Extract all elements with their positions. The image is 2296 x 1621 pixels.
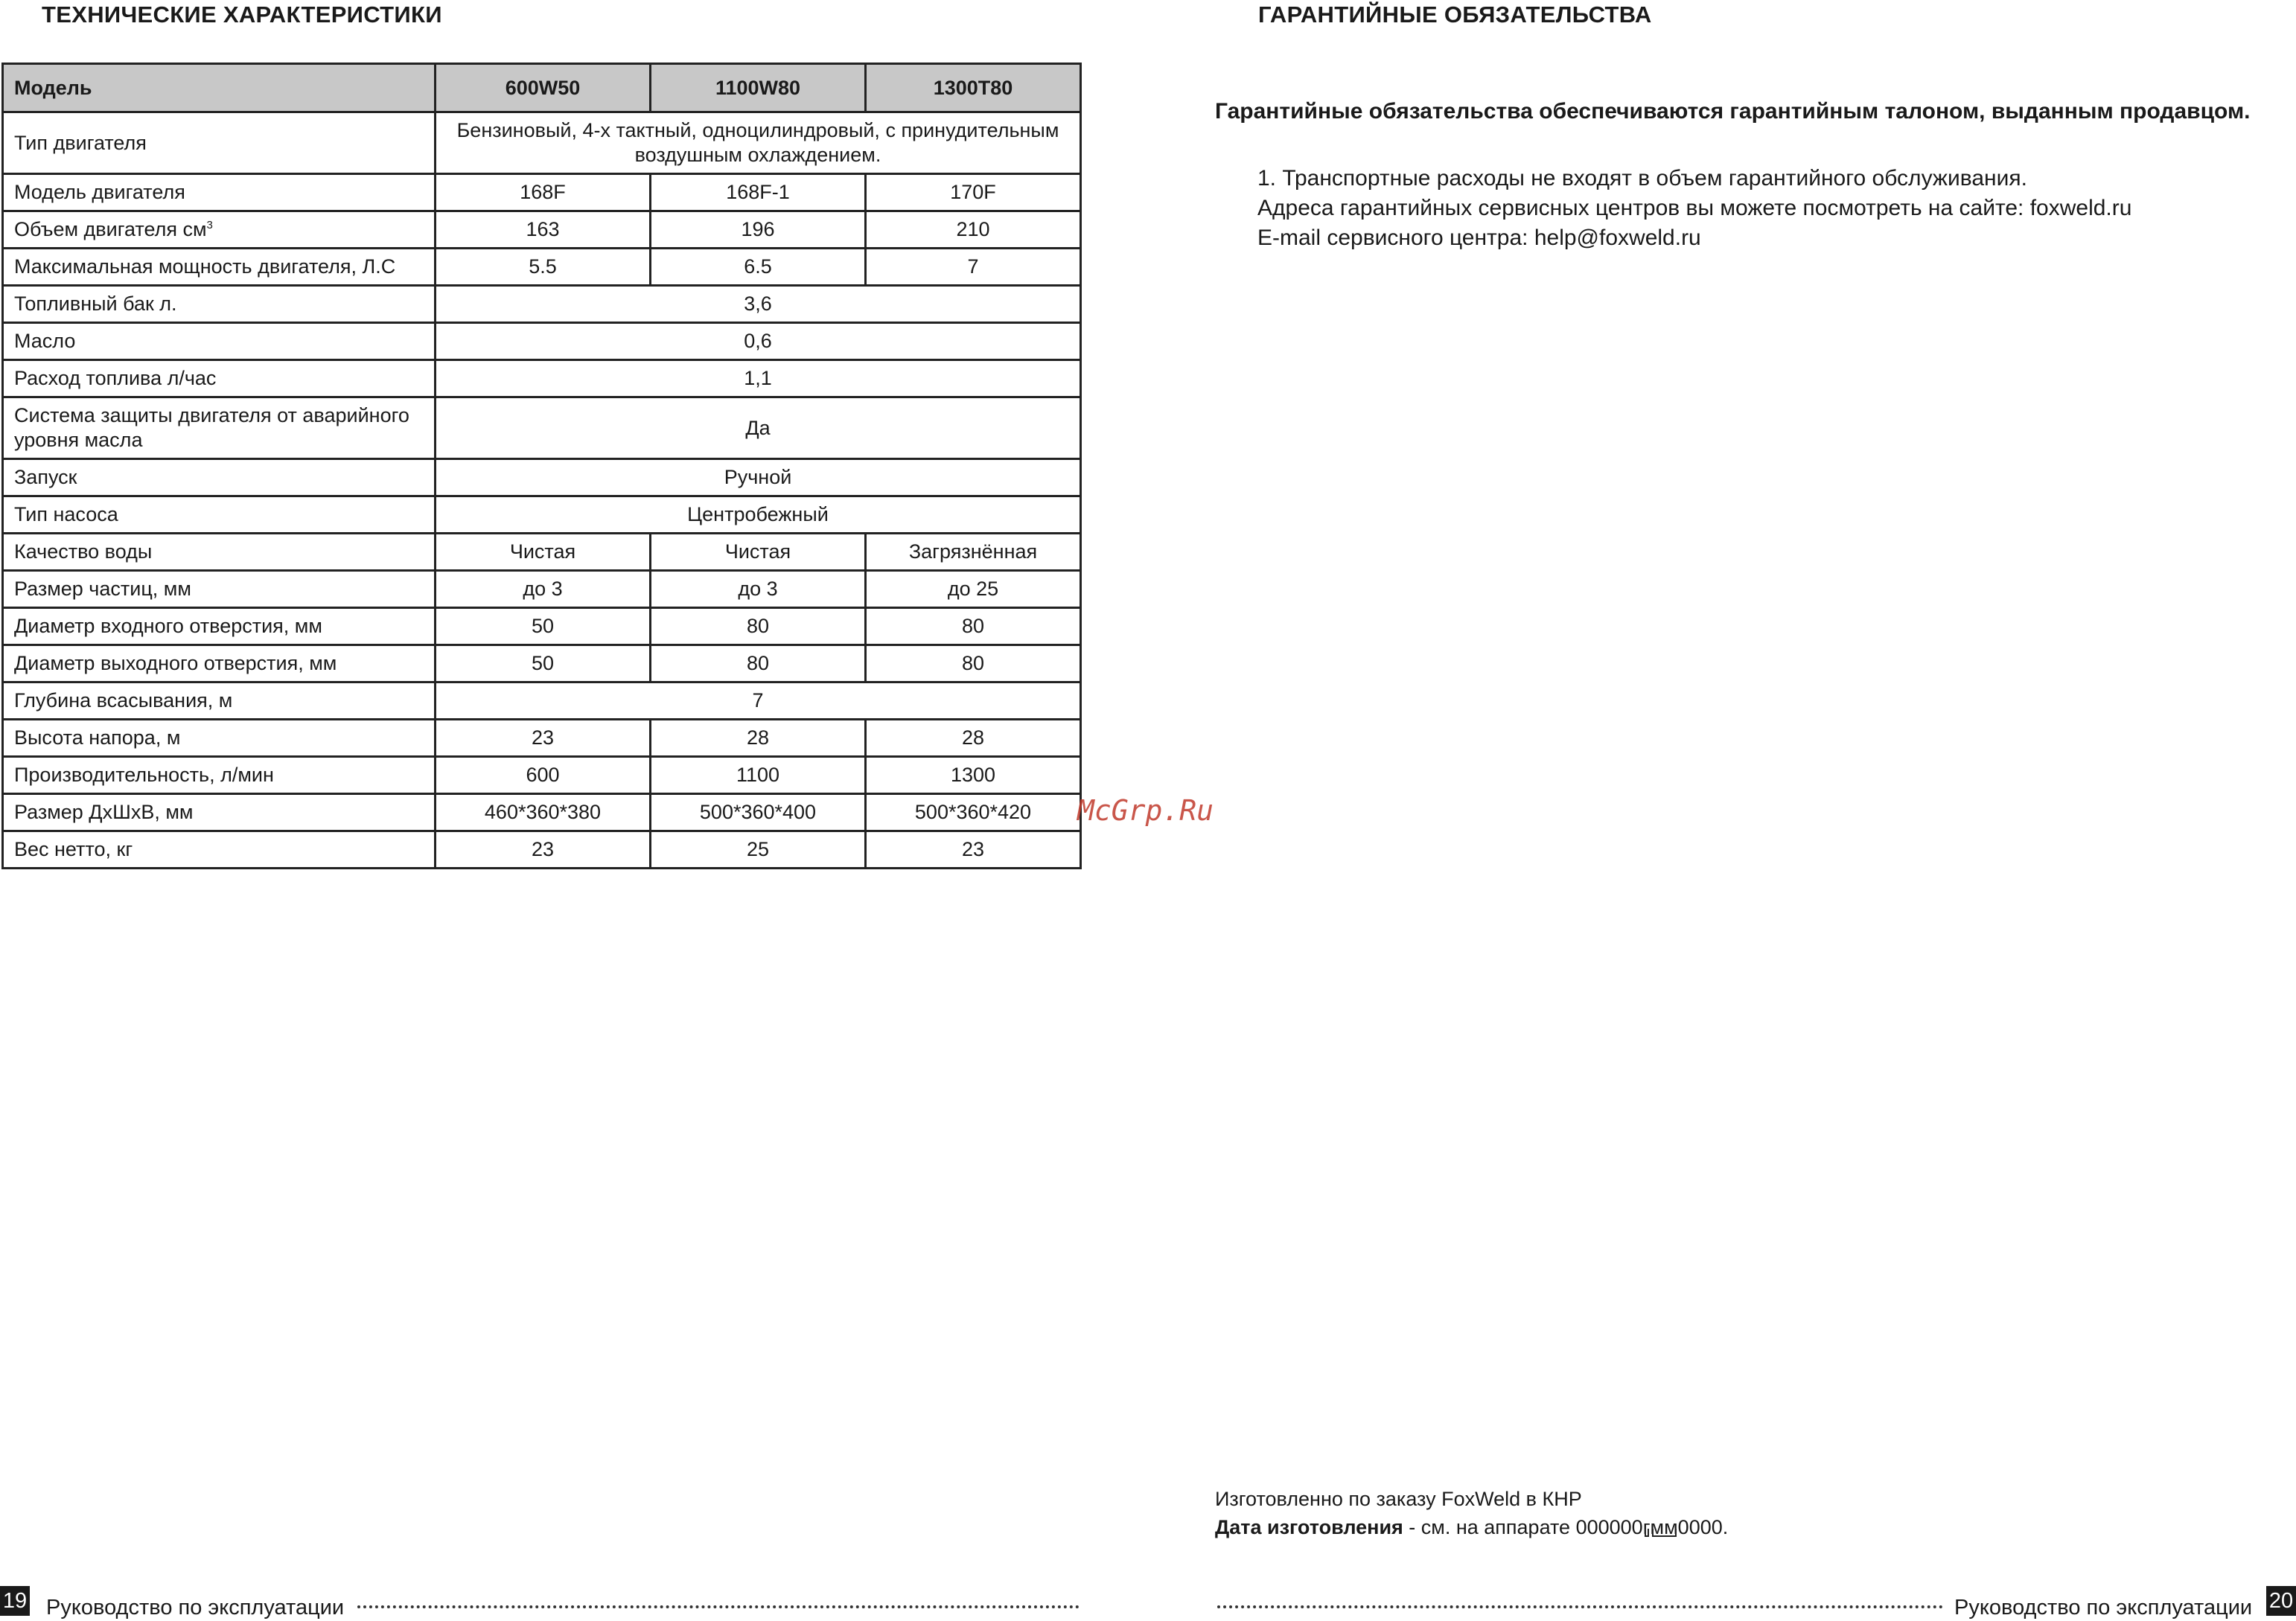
table-row [3, 794, 1081, 831]
row-label-cell [3, 496, 436, 534]
date-text: - см. на аппарате 000000 [1403, 1516, 1643, 1538]
row-label-cell [3, 174, 436, 211]
row-value: 80 [651, 608, 866, 645]
warranty-item: 1. Транспортные расходы не входят в объем гарантийного обслуживания. [1257, 166, 2027, 191]
row-value: 1300 [866, 757, 1081, 794]
row-label-cell [3, 249, 436, 286]
footer-text-left: Руководство по эксплуатации [46, 1596, 345, 1620]
row-label-cell [3, 323, 436, 360]
row-label-cell [3, 211, 436, 249]
table-row [3, 831, 1081, 869]
manufacture-info [1215, 1485, 1728, 1541]
row-value: 50 [436, 645, 651, 682]
row-value: 600 [436, 757, 651, 794]
table-row [3, 112, 1081, 174]
date-year-format: г [1642, 1516, 1651, 1538]
row-label-cell [3, 397, 436, 459]
date-tail: 0000. [1677, 1516, 1729, 1538]
row-value: 80 [866, 608, 1081, 645]
row-value: 168F-1 [651, 174, 866, 211]
row-value-merged: 1,1 [436, 360, 1081, 397]
row-label: Диаметр выходного отверстия, мм [14, 652, 337, 674]
row-value: 170F [866, 174, 1081, 211]
row-value: 6.5 [651, 249, 866, 286]
row-value: до 3 [651, 571, 866, 608]
row-value-merged: Да [436, 397, 1081, 459]
row-value: 23 [866, 831, 1081, 869]
row-label: Топливный бак л. [14, 292, 177, 315]
row-label: Масло [14, 330, 76, 352]
row-label-cell [3, 831, 436, 869]
row-label: Тип двигателя [14, 131, 147, 154]
manufacture-date [1215, 1513, 1728, 1541]
row-label-cell [3, 286, 436, 323]
table-row [3, 757, 1081, 794]
row-value: Чистая [651, 534, 866, 571]
row-label-cell [3, 794, 436, 831]
row-value: 210 [866, 211, 1081, 249]
row-label-cell [3, 459, 436, 496]
table-row [3, 608, 1081, 645]
date-month-format: мм [1650, 1516, 1678, 1538]
row-value: 28 [866, 720, 1081, 757]
row-value-merged: 0,6 [436, 323, 1081, 360]
page-number-right: 20 [2266, 1586, 2296, 1616]
warranty-item: E-mail сервисного центра: help@foxweld.ru [1257, 226, 1701, 250]
footer-dots-left [357, 1605, 1080, 1608]
row-label: Размер частиц, мм [14, 578, 191, 600]
row-value: 7 [866, 249, 1081, 286]
table-row [3, 645, 1081, 682]
header-cell-model: 1100W80 [651, 64, 866, 112]
row-label: Запуск [14, 466, 77, 488]
row-value: 23 [436, 720, 651, 757]
row-value: 196 [651, 211, 866, 249]
row-value: Загрязнённая [866, 534, 1081, 571]
row-label-cell [3, 608, 436, 645]
row-value: до 3 [436, 571, 651, 608]
watermark: McGrp.Ru [1077, 794, 1214, 827]
page-number-left: 19 [0, 1586, 30, 1616]
table-row [3, 720, 1081, 757]
table-row [3, 496, 1081, 534]
row-label-superscript: 3 [206, 219, 213, 231]
header-cell-model: 1300T80 [866, 64, 1081, 112]
row-value: 168F [436, 174, 651, 211]
row-value: до 25 [866, 571, 1081, 608]
row-label: Тип насоса [14, 503, 118, 525]
specs-table [1, 63, 1082, 869]
row-label: Максимальная мощность двигателя, Л.С [14, 255, 396, 278]
row-label: Расход топлива л/час [14, 367, 217, 389]
row-value: 50 [436, 608, 651, 645]
header-cell-label: Модель [3, 64, 436, 112]
table-row [3, 459, 1081, 496]
warranty-item: Адреса гарантийных сервисных центров вы можете посмотреть на сайте: foxweld.ru [1257, 196, 2132, 220]
row-value-merged: Центробежный [436, 496, 1081, 534]
table-row [3, 174, 1081, 211]
row-label-cell [3, 757, 436, 794]
date-label: Дата изготовления [1215, 1516, 1403, 1538]
row-value: 23 [436, 831, 651, 869]
page-title-warranty: ГАРАНТИЙНЫЕ ОБЯЗАТЕЛЬСТВА [1258, 1, 1652, 28]
row-value: 5.5 [436, 249, 651, 286]
row-value: 28 [651, 720, 866, 757]
table-row [3, 571, 1081, 608]
page-title-specs: ТЕХНИЧЕСКИЕ ХАРАКТЕРИСТИКИ [42, 1, 442, 28]
table-row [3, 397, 1081, 459]
row-value-merged: 7 [436, 682, 1081, 720]
row-value-merged: Ручной [436, 459, 1081, 496]
row-label: Качество воды [14, 540, 153, 563]
row-value: 500*360*400 [651, 794, 866, 831]
table-row [3, 360, 1081, 397]
table-row [3, 249, 1081, 286]
row-label-cell [3, 571, 436, 608]
warranty-lead: Гарантийные обязательства обеспечиваются гарантийным талоном, выданным продавцом. [1215, 99, 2251, 124]
row-label: Вес нетто, кг [14, 838, 133, 860]
table-row [3, 534, 1081, 571]
row-value: Чистая [436, 534, 651, 571]
row-label: Размер ДхШхВ, мм [14, 801, 194, 823]
warranty-list [1257, 164, 2131, 253]
table-header-row [3, 64, 1081, 112]
row-label: Объем двигателя см [14, 218, 207, 240]
footer-text-right: Руководство по эксплуатации [1954, 1596, 2253, 1620]
row-value: 163 [436, 211, 651, 249]
row-label: Диаметр входного отверстия, мм [14, 615, 322, 637]
row-label: Производительность, л/мин [14, 764, 274, 786]
row-label-cell [3, 645, 436, 682]
row-value: 500*360*420 [866, 794, 1081, 831]
table-row [3, 286, 1081, 323]
row-value-merged: 3,6 [436, 286, 1081, 323]
table-row [3, 211, 1081, 249]
row-label-cell [3, 720, 436, 757]
row-label: Высота напора, м [14, 726, 181, 749]
row-label: Модель двигателя [14, 181, 185, 203]
made-by: Изготовленно по заказу FoxWeld в КНР [1215, 1488, 1582, 1510]
table-row [3, 323, 1081, 360]
row-label-cell [3, 682, 436, 720]
row-label-cell [3, 534, 436, 571]
row-value: 80 [866, 645, 1081, 682]
row-label: Глубина всасывания, м [14, 689, 233, 712]
header-cell-model: 600W50 [436, 64, 651, 112]
row-value: 80 [651, 645, 866, 682]
row-label-cell [3, 112, 436, 174]
row-label: Система защиты двигателя от аварийного уровня масла [14, 404, 409, 451]
row-value-merged: Бензиновый, 4-х тактный, одноцилиндровый, с принудительным воздушным охлаждением. [436, 112, 1081, 174]
row-label-cell [3, 360, 436, 397]
footer-dots-right [1217, 1605, 1943, 1608]
row-value: 460*360*380 [436, 794, 651, 831]
row-value: 1100 [651, 757, 866, 794]
table-row [3, 682, 1081, 720]
row-value: 25 [651, 831, 866, 869]
